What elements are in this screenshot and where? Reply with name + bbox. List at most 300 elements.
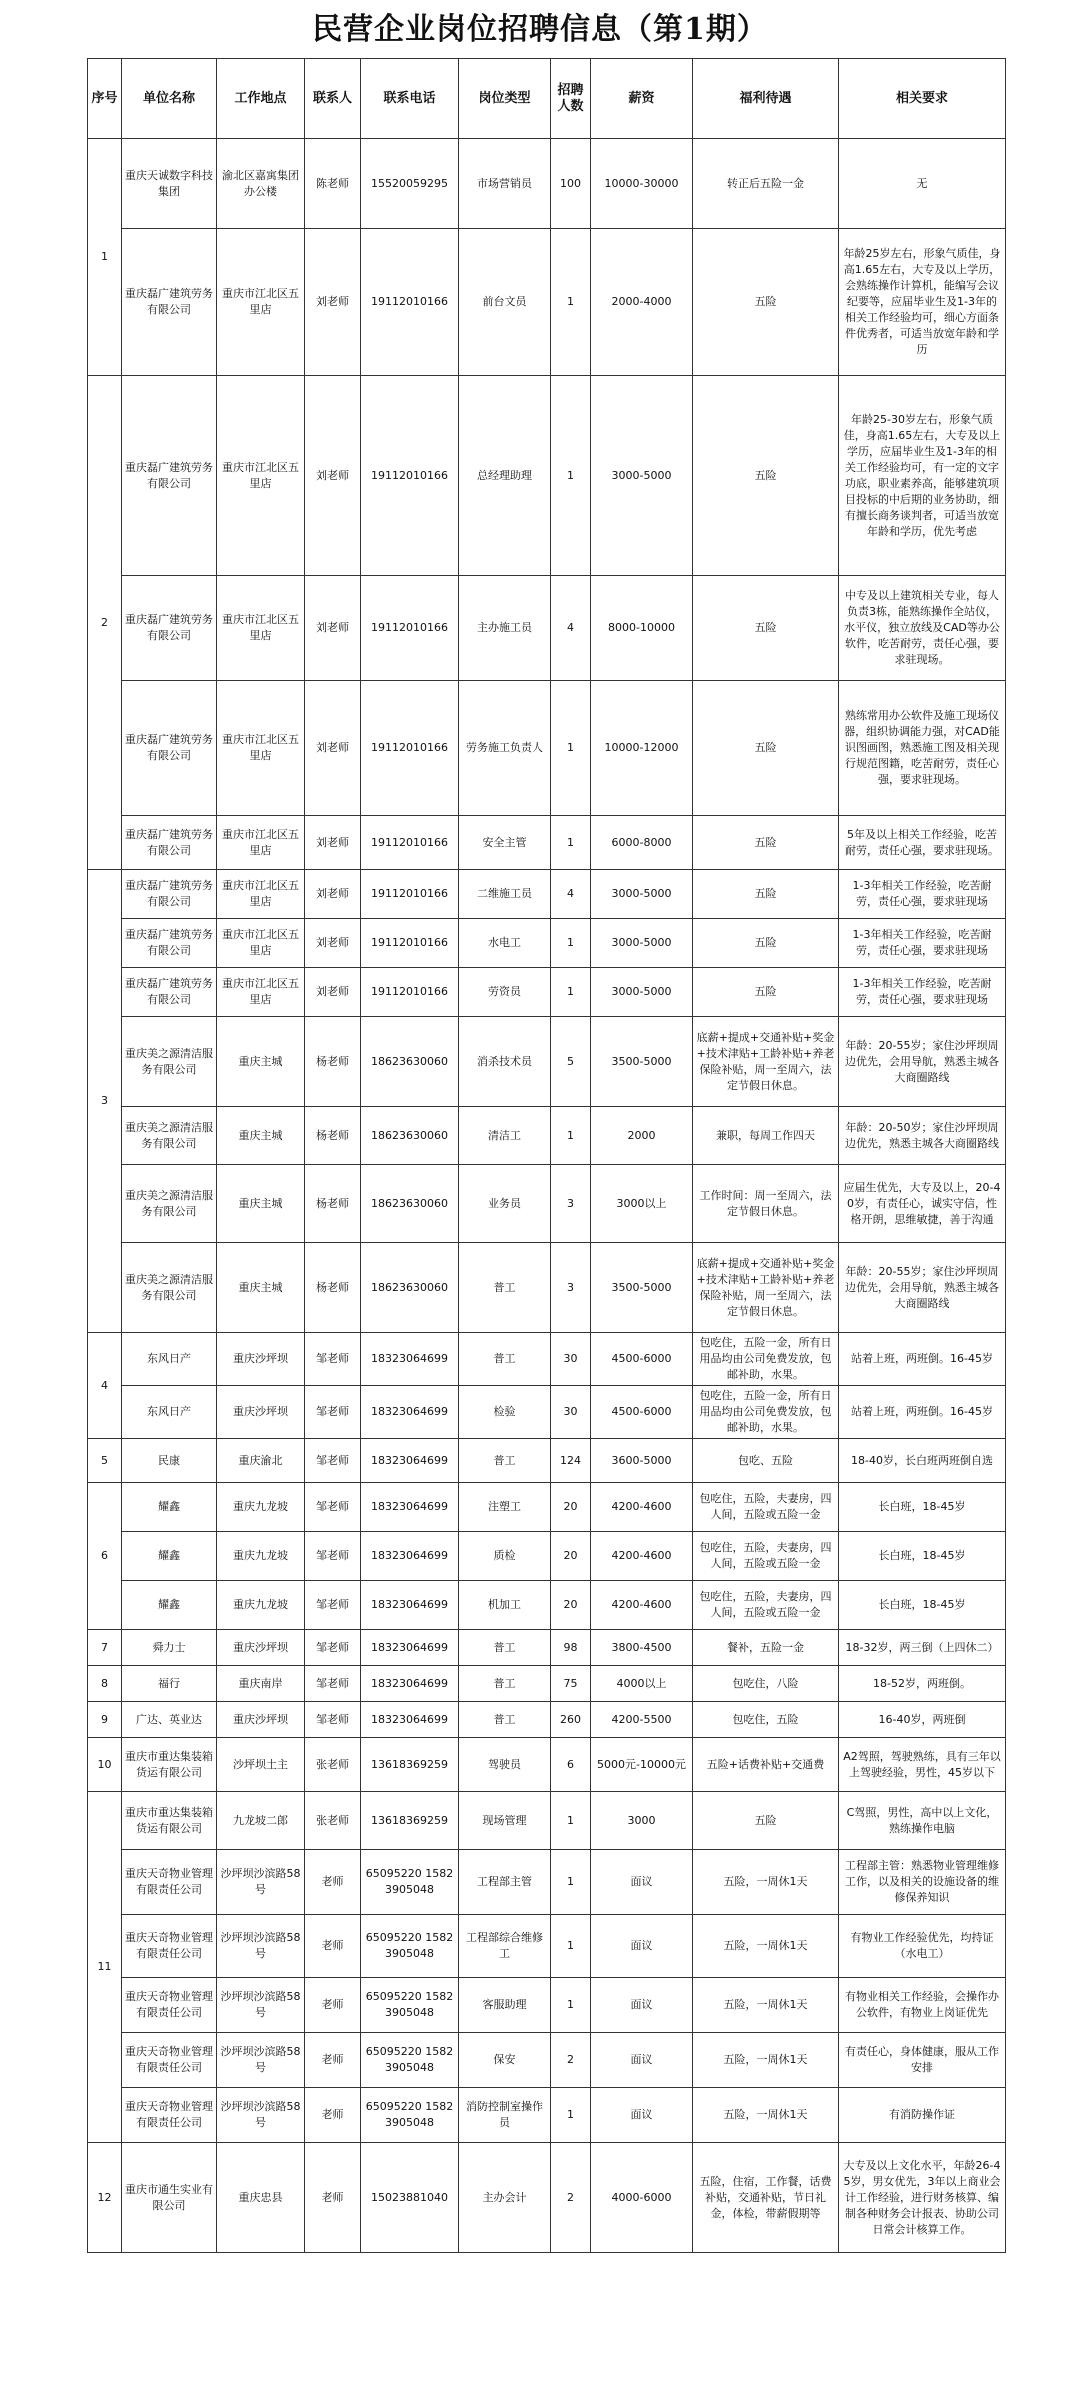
company-cell: 重庆美之源清洁服务有限公司	[122, 1017, 217, 1107]
contact-cell: 邹老师	[305, 1439, 361, 1483]
company-cell: 重庆磊广建筑劳务有限公司	[122, 229, 217, 376]
table-row	[88, 1666, 1006, 1702]
table-row	[88, 681, 1006, 816]
location-cell: 沙坪坝沙滨路58号	[217, 1850, 305, 1915]
company-cell: 东风日产	[122, 1386, 217, 1439]
count-cell: 4	[551, 870, 591, 919]
header-salary: 薪资	[591, 59, 693, 139]
phone-cell: 18323064699	[361, 1386, 459, 1439]
count-cell: 2	[551, 2033, 591, 2088]
requirements-cell: 中专及以上建筑相关专业，每人负责3栋，能熟练操作全站仪，水平仪，独立放线及CAD等办公软件，吃苦耐劳，责任心强，要求驻现场。	[839, 576, 1006, 681]
position-cell: 消防控制室操作员	[459, 2088, 551, 2143]
position-cell: 清洁工	[459, 1107, 551, 1165]
welfare-cell: 五险	[693, 1792, 839, 1850]
company-cell: 重庆市重达集装箱货运有限公司	[122, 1738, 217, 1792]
welfare-cell: 五险	[693, 229, 839, 376]
requirements-cell: 有物业相关工作经验，会操作办公软件，有物业上岗证优先	[839, 1978, 1006, 2033]
contact-cell: 邹老师	[305, 1386, 361, 1439]
contact-cell: 杨老师	[305, 1017, 361, 1107]
company-cell: 重庆天奇物业管理有限责任公司	[122, 2088, 217, 2143]
phone-cell: 13618369259	[361, 1792, 459, 1850]
welfare-cell: 包吃住，五险一金，所有日用品均由公司免费发放，包邮补助，水果。	[693, 1333, 839, 1386]
serial-no-cell: 5	[88, 1439, 122, 1483]
header-location: 工作地点	[217, 59, 305, 139]
contact-cell: 老师	[305, 1850, 361, 1915]
phone-cell: 19112010166	[361, 576, 459, 681]
table-row	[88, 919, 1006, 968]
welfare-cell: 五险	[693, 376, 839, 576]
table-row	[88, 1165, 1006, 1243]
header-contact: 联系人	[305, 59, 361, 139]
phone-cell: 18623630060	[361, 1243, 459, 1333]
phone-cell: 18623630060	[361, 1107, 459, 1165]
table-row	[88, 139, 1006, 229]
table-row	[88, 2088, 1006, 2143]
position-cell: 现场管理	[459, 1792, 551, 1850]
welfare-cell: 五险	[693, 816, 839, 870]
contact-cell: 邹老师	[305, 1333, 361, 1386]
contact-cell: 邹老师	[305, 1483, 361, 1532]
table-row	[88, 870, 1006, 919]
company-cell: 民康	[122, 1439, 217, 1483]
company-cell: 重庆美之源清洁服务有限公司	[122, 1165, 217, 1243]
count-cell: 1	[551, 681, 591, 816]
header-requirements: 相关要求	[839, 59, 1006, 139]
header-no: 序号	[88, 59, 122, 139]
requirements-cell: 18-52岁，两班倒。	[839, 1666, 1006, 1702]
company-cell: 重庆磊广建筑劳务有限公司	[122, 681, 217, 816]
serial-no-cell: 7	[88, 1630, 122, 1666]
contact-cell: 张老师	[305, 1738, 361, 1792]
count-cell: 6	[551, 1738, 591, 1792]
phone-cell: 18323064699	[361, 1702, 459, 1738]
requirements-cell: 1-3年相关工作经验，吃苦耐劳，责任心强，要求驻现场	[839, 919, 1006, 968]
position-cell: 市场营销员	[459, 139, 551, 229]
salary-cell: 4500-6000	[591, 1386, 693, 1439]
contact-cell: 刘老师	[305, 919, 361, 968]
requirements-cell: 长白班，18-45岁	[839, 1581, 1006, 1630]
welfare-cell: 五险	[693, 870, 839, 919]
phone-cell: 18323064699	[361, 1532, 459, 1581]
page-title: 民营企业岗位招聘信息（第1期）	[312, 12, 768, 47]
requirements-cell: 有责任心，身体健康，服从工作安排	[839, 2033, 1006, 2088]
table-row	[88, 968, 1006, 1017]
serial-no-cell: 10	[88, 1738, 122, 1792]
requirements-cell: 1-3年相关工作经验，吃苦耐劳，责任心强，要求驻现场	[839, 968, 1006, 1017]
requirements-cell: 长白班，18-45岁	[839, 1483, 1006, 1532]
phone-cell: 19112010166	[361, 681, 459, 816]
contact-cell: 老师	[305, 1978, 361, 2033]
table-row	[88, 576, 1006, 681]
welfare-cell: 五险，一周休1天	[693, 1978, 839, 2033]
count-cell: 100	[551, 139, 591, 229]
requirements-cell: 16-40岁，两班倒	[839, 1702, 1006, 1738]
salary-cell: 4200-5500	[591, 1702, 693, 1738]
location-cell: 重庆南岸	[217, 1666, 305, 1702]
serial-no-cell: 12	[88, 2143, 122, 2253]
phone-cell: 65095220 15823905048	[361, 1978, 459, 2033]
table-row	[88, 1483, 1006, 1532]
position-cell: 检验	[459, 1386, 551, 1439]
welfare-cell: 五险，一周休1天	[693, 2088, 839, 2143]
salary-cell: 面议	[591, 1850, 693, 1915]
count-cell: 20	[551, 1581, 591, 1630]
position-cell: 劳务施工负责人	[459, 681, 551, 816]
welfare-cell: 五险	[693, 919, 839, 968]
contact-cell: 邹老师	[305, 1532, 361, 1581]
requirements-cell: 18-32岁，两三倒（上四休二）	[839, 1630, 1006, 1666]
serial-no-cell: 11	[88, 1792, 122, 2143]
salary-cell: 面议	[591, 2033, 693, 2088]
contact-cell: 老师	[305, 2033, 361, 2088]
count-cell: 1	[551, 2088, 591, 2143]
table-row	[88, 376, 1006, 576]
phone-cell: 15023881040	[361, 2143, 459, 2253]
table-row	[88, 816, 1006, 870]
contact-cell: 刘老师	[305, 681, 361, 816]
position-cell: 工程部主管	[459, 1850, 551, 1915]
serial-no-cell: 6	[88, 1483, 122, 1630]
location-cell: 重庆市江北区五里店	[217, 376, 305, 576]
location-cell: 重庆九龙坡	[217, 1532, 305, 1581]
welfare-cell: 兼职，每周工作四天	[693, 1107, 839, 1165]
serial-no-cell: 9	[88, 1702, 122, 1738]
salary-cell: 面议	[591, 1978, 693, 2033]
contact-cell: 老师	[305, 2088, 361, 2143]
welfare-cell: 五险	[693, 968, 839, 1017]
count-cell: 30	[551, 1333, 591, 1386]
company-cell: 重庆天诚数字科技集团	[122, 139, 217, 229]
location-cell: 九龙坡二郎	[217, 1792, 305, 1850]
welfare-cell: 包吃住，五险，夫妻房，四人间，五险或五险一金	[693, 1532, 839, 1581]
contact-cell: 邹老师	[305, 1702, 361, 1738]
table-row	[88, 1439, 1006, 1483]
location-cell: 重庆主城	[217, 1165, 305, 1243]
salary-cell: 3800-4500	[591, 1630, 693, 1666]
table-row	[88, 2143, 1006, 2253]
requirements-cell: A2驾照，驾驶熟练，具有三年以上驾驶经验，男性，45岁以下	[839, 1738, 1006, 1792]
serial-no-cell: 1	[88, 139, 122, 376]
count-cell: 260	[551, 1702, 591, 1738]
company-cell: 福行	[122, 1666, 217, 1702]
phone-cell: 19112010166	[361, 816, 459, 870]
count-cell: 1	[551, 1107, 591, 1165]
contact-cell: 刘老师	[305, 870, 361, 919]
contact-cell: 刘老师	[305, 576, 361, 681]
company-cell: 耀鑫	[122, 1532, 217, 1581]
phone-cell: 18323064699	[361, 1666, 459, 1702]
phone-cell: 18323064699	[361, 1581, 459, 1630]
table-row	[88, 1333, 1006, 1386]
count-cell: 75	[551, 1666, 591, 1702]
company-cell: 耀鑫	[122, 1483, 217, 1532]
location-cell: 重庆市江北区五里店	[217, 919, 305, 968]
welfare-cell: 五险	[693, 681, 839, 816]
location-cell: 沙坪坝沙滨路58号	[217, 2088, 305, 2143]
phone-cell: 18323064699	[361, 1439, 459, 1483]
contact-cell: 张老师	[305, 1792, 361, 1850]
table-row	[88, 229, 1006, 376]
requirements-cell: 有物业工作经验优先，均持证（水电工）	[839, 1915, 1006, 1978]
location-cell: 重庆沙坪坝	[217, 1333, 305, 1386]
phone-cell: 19112010166	[361, 229, 459, 376]
company-cell: 重庆磊广建筑劳务有限公司	[122, 919, 217, 968]
location-cell: 重庆沙坪坝	[217, 1702, 305, 1738]
requirements-cell: 年龄：20-50岁；家住沙坪坝周边优先，熟悉主城各大商圈路线	[839, 1107, 1006, 1165]
salary-cell: 4200-4600	[591, 1581, 693, 1630]
position-cell: 普工	[459, 1666, 551, 1702]
count-cell: 1	[551, 376, 591, 576]
count-cell: 4	[551, 576, 591, 681]
welfare-cell: 餐补，五险一金	[693, 1630, 839, 1666]
contact-cell: 陈老师	[305, 139, 361, 229]
contact-cell: 老师	[305, 1915, 361, 1978]
contact-cell: 刘老师	[305, 968, 361, 1017]
salary-cell: 4200-4600	[591, 1532, 693, 1581]
table-row	[88, 1915, 1006, 1978]
location-cell: 重庆市江北区五里店	[217, 968, 305, 1017]
salary-cell: 3000以上	[591, 1165, 693, 1243]
position-cell: 普工	[459, 1702, 551, 1738]
salary-cell: 2000	[591, 1107, 693, 1165]
header-welfare: 福利待遇	[693, 59, 839, 139]
salary-cell: 面议	[591, 1915, 693, 1978]
count-cell: 1	[551, 816, 591, 870]
phone-cell: 19112010166	[361, 376, 459, 576]
requirements-cell: 长白班，18-45岁	[839, 1532, 1006, 1581]
contact-cell: 邹老师	[305, 1581, 361, 1630]
location-cell: 重庆九龙坡	[217, 1581, 305, 1630]
requirements-cell: 大专及以上文化水平，年龄26-45岁，男女优先，3年以上商业会计工作经验，进行财务核算、编制各种财务会计报表、协助公司日常会计核算工作。	[839, 2143, 1006, 2253]
location-cell: 渝北区嘉寓集团办公楼	[217, 139, 305, 229]
company-cell: 耀鑫	[122, 1581, 217, 1630]
location-cell: 重庆主城	[217, 1107, 305, 1165]
header-phone: 联系电话	[361, 59, 459, 139]
position-cell: 总经理助理	[459, 376, 551, 576]
position-cell: 保安	[459, 2033, 551, 2088]
position-cell: 前台文员	[459, 229, 551, 376]
position-cell: 劳资员	[459, 968, 551, 1017]
position-cell: 机加工	[459, 1581, 551, 1630]
position-cell: 普工	[459, 1630, 551, 1666]
table-row	[88, 1581, 1006, 1630]
location-cell: 重庆主城	[217, 1243, 305, 1333]
salary-cell: 3000-5000	[591, 376, 693, 576]
count-cell: 124	[551, 1439, 591, 1483]
table-row	[88, 1107, 1006, 1165]
welfare-cell: 包吃住，五险，夫妻房，四人间，五险或五险一金	[693, 1483, 839, 1532]
requirements-cell: 年龄：20-55岁；家住沙坪坝周边优先，会用导航，熟悉主城各大商圈路线	[839, 1243, 1006, 1333]
salary-cell: 6000-8000	[591, 816, 693, 870]
contact-cell: 刘老师	[305, 229, 361, 376]
phone-cell: 65095220 15823905048	[361, 2033, 459, 2088]
table-row	[88, 1630, 1006, 1666]
phone-cell: 19112010166	[361, 870, 459, 919]
welfare-cell: 包吃、五险	[693, 1439, 839, 1483]
location-cell: 重庆市江北区五里店	[217, 681, 305, 816]
company-cell: 东风日产	[122, 1333, 217, 1386]
count-cell: 1	[551, 1978, 591, 2033]
welfare-cell: 包吃住，五险，夫妻房，四人间，五险或五险一金	[693, 1581, 839, 1630]
salary-cell: 4200-4600	[591, 1483, 693, 1532]
salary-cell: 3000-5000	[591, 870, 693, 919]
welfare-cell: 工作时间：周一至周六，法定节假日休息。	[693, 1165, 839, 1243]
table-row	[88, 1702, 1006, 1738]
count-cell: 20	[551, 1483, 591, 1532]
company-cell: 舜力士	[122, 1630, 217, 1666]
requirements-cell: 工程部主管：熟悉物业管理维修工作，以及相关的设施设备的维修保养知识	[839, 1850, 1006, 1915]
position-cell: 工程部综合维修工	[459, 1915, 551, 1978]
salary-cell: 3500-5000	[591, 1243, 693, 1333]
table-row	[88, 1386, 1006, 1439]
welfare-cell: 包吃住，五险一金，所有日用品均由公司免费发放，包邮补助，水果。	[693, 1386, 839, 1439]
location-cell: 重庆市江北区五里店	[217, 576, 305, 681]
position-cell: 二维施工员	[459, 870, 551, 919]
location-cell: 沙坪坝土主	[217, 1738, 305, 1792]
salary-cell: 10000-12000	[591, 681, 693, 816]
count-cell: 3	[551, 1243, 591, 1333]
salary-cell: 5000元-10000元	[591, 1738, 693, 1792]
table-row	[88, 1017, 1006, 1107]
requirements-cell: 年龄25-30岁左右，形象气质佳，身高1.65左右，大专及以上学历，应届毕业生及1-3年的相关工作经验均可，有一定的文字功底，职业素养高，能够建筑项目投标的中后期的业务协助，细有擅长商务谈判者，可适当放宽年龄和学历，优先考虑	[839, 376, 1006, 576]
phone-cell: 18323064699	[361, 1333, 459, 1386]
location-cell: 沙坪坝沙滨路58号	[217, 2033, 305, 2088]
company-cell: 重庆美之源清洁服务有限公司	[122, 1243, 217, 1333]
phone-cell: 19112010166	[361, 919, 459, 968]
serial-no-cell: 4	[88, 1333, 122, 1439]
phone-cell: 18623630060	[361, 1017, 459, 1107]
requirements-cell: 有消防操作证	[839, 2088, 1006, 2143]
company-cell: 重庆市重达集装箱货运有限公司	[122, 1792, 217, 1850]
table-row	[88, 1792, 1006, 1850]
count-cell: 20	[551, 1532, 591, 1581]
phone-cell: 18323064699	[361, 1483, 459, 1532]
serial-no-cell: 8	[88, 1666, 122, 1702]
contact-cell: 杨老师	[305, 1243, 361, 1333]
location-cell: 沙坪坝沙滨路58号	[217, 1915, 305, 1978]
count-cell: 1	[551, 968, 591, 1017]
location-cell: 重庆主城	[217, 1017, 305, 1107]
contact-cell: 杨老师	[305, 1107, 361, 1165]
phone-cell: 65095220 15823905048	[361, 2088, 459, 2143]
company-cell: 重庆磊广建筑劳务有限公司	[122, 576, 217, 681]
position-cell: 业务员	[459, 1165, 551, 1243]
company-cell: 重庆磊广建筑劳务有限公司	[122, 816, 217, 870]
table-row	[88, 1850, 1006, 1915]
phone-cell: 18323064699	[361, 1630, 459, 1666]
count-cell: 98	[551, 1630, 591, 1666]
location-cell: 重庆沙坪坝	[217, 1386, 305, 1439]
position-cell: 安全主管	[459, 816, 551, 870]
position-cell: 驾驶员	[459, 1738, 551, 1792]
welfare-cell: 五险	[693, 576, 839, 681]
salary-cell: 3000	[591, 1792, 693, 1850]
table-row	[88, 1532, 1006, 1581]
company-cell: 重庆磊广建筑劳务有限公司	[122, 376, 217, 576]
serial-no-cell: 2	[88, 376, 122, 870]
welfare-cell: 包吃住，五险	[693, 1702, 839, 1738]
contact-cell: 刘老师	[305, 376, 361, 576]
welfare-cell: 五险，一周休1天	[693, 2033, 839, 2088]
salary-cell: 10000-30000	[591, 139, 693, 229]
position-cell: 普工	[459, 1333, 551, 1386]
company-cell: 重庆磊广建筑劳务有限公司	[122, 968, 217, 1017]
requirements-cell: 18-40岁，长白班两班倒自选	[839, 1439, 1006, 1483]
location-cell: 重庆沙坪坝	[217, 1630, 305, 1666]
location-cell: 重庆市江北区五里店	[217, 870, 305, 919]
salary-cell: 4000以上	[591, 1666, 693, 1702]
salary-cell: 3500-5000	[591, 1017, 693, 1107]
header-company: 单位名称	[122, 59, 217, 139]
count-cell: 1	[551, 919, 591, 968]
company-cell: 重庆磊广建筑劳务有限公司	[122, 870, 217, 919]
salary-cell: 8000-10000	[591, 576, 693, 681]
company-cell: 重庆天奇物业管理有限责任公司	[122, 1915, 217, 1978]
table-row	[88, 1738, 1006, 1792]
table-row	[88, 2033, 1006, 2088]
contact-cell: 刘老师	[305, 816, 361, 870]
requirements-cell: 无	[839, 139, 1006, 229]
requirements-cell: 年龄：20-55岁；家住沙坪坝周边优先，会用导航，熟悉主城各大商圈路线	[839, 1017, 1006, 1107]
phone-cell: 13618369259	[361, 1738, 459, 1792]
position-cell: 质检	[459, 1532, 551, 1581]
welfare-cell: 底薪+提成+交通补贴+奖金+技术津贴+工龄补贴+养老保险补贴，周一至周六，法定节假日休息。	[693, 1017, 839, 1107]
requirements-cell: 年龄25岁左右，形象气质佳，身高1.65左右，大专及以上学历，会熟练操作计算机，能编写会议纪要等，应届毕业生及1-3年的相关工作经验均可，细心方面条件优秀者，可适当放宽年龄和学历	[839, 229, 1006, 376]
count-cell: 30	[551, 1386, 591, 1439]
company-cell: 重庆天奇物业管理有限责任公司	[122, 1850, 217, 1915]
welfare-cell: 五险，一周休1天	[693, 1915, 839, 1978]
location-cell: 重庆市江北区五里店	[217, 229, 305, 376]
requirements-cell: 5年及以上相关工作经验，吃苦耐劳，责任心强，要求驻现场。	[839, 816, 1006, 870]
count-cell: 1	[551, 1850, 591, 1915]
welfare-cell: 包吃住，八险	[693, 1666, 839, 1702]
phone-cell: 18623630060	[361, 1165, 459, 1243]
table-row	[88, 1243, 1006, 1333]
position-cell: 水电工	[459, 919, 551, 968]
position-cell: 消杀技术员	[459, 1017, 551, 1107]
phone-cell: 65095220 15823905048	[361, 1850, 459, 1915]
count-cell: 1	[551, 1792, 591, 1850]
phone-cell: 19112010166	[361, 968, 459, 1017]
salary-cell: 面议	[591, 2088, 693, 2143]
welfare-cell: 底薪+提成+交通补贴+奖金+技术津贴+工龄补贴+养老保险补贴，周一至周六，法定节假日休息。	[693, 1243, 839, 1333]
position-cell: 主办施工员	[459, 576, 551, 681]
salary-cell: 3600-5000	[591, 1439, 693, 1483]
salary-cell: 4000-6000	[591, 2143, 693, 2253]
position-cell: 普工	[459, 1439, 551, 1483]
location-cell: 重庆九龙坡	[217, 1483, 305, 1532]
requirements-cell: 应届生优先，大专及以上，20-40岁，有责任心，诚实守信，性格开朗，思维敏捷，善于沟通	[839, 1165, 1006, 1243]
contact-cell: 杨老师	[305, 1165, 361, 1243]
position-cell: 客服助理	[459, 1978, 551, 2033]
company-cell: 广达、英业达	[122, 1702, 217, 1738]
phone-cell: 15520059295	[361, 139, 459, 229]
recruitment-table	[87, 58, 1006, 2253]
contact-cell: 邹老师	[305, 1630, 361, 1666]
company-cell: 重庆天奇物业管理有限责任公司	[122, 2033, 217, 2088]
requirements-cell: 1-3年相关工作经验，吃苦耐劳，责任心强，要求驻现场	[839, 870, 1006, 919]
count-cell: 1	[551, 1915, 591, 1978]
welfare-cell: 五险，住宿，工作餐，话费补贴，交通补贴，节日礼金，体检，带薪假期等	[693, 2143, 839, 2253]
welfare-cell: 转正后五险一金	[693, 139, 839, 229]
salary-cell: 3000-5000	[591, 968, 693, 1017]
position-cell: 注塑工	[459, 1483, 551, 1532]
location-cell: 重庆渝北	[217, 1439, 305, 1483]
welfare-cell: 五险+话费补贴+交通费	[693, 1738, 839, 1792]
position-cell: 主办会计	[459, 2143, 551, 2253]
position-cell: 普工	[459, 1243, 551, 1333]
company-cell: 重庆美之源清洁服务有限公司	[122, 1107, 217, 1165]
